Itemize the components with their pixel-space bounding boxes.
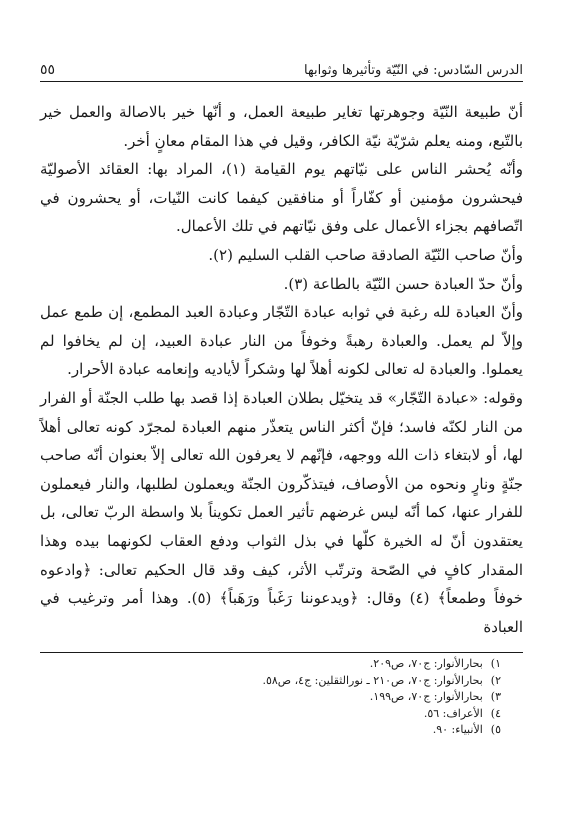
footnotes — [40, 656, 523, 739]
footnote-marker: ٣) — [490, 690, 501, 703]
footnote — [40, 689, 505, 706]
footnote — [40, 673, 505, 690]
footnote-marker: ١) — [490, 657, 501, 670]
footnote-marker: ٥) — [490, 723, 501, 736]
footnote-text: بحارالأنوار: ج٧٠، ص١٩٩. — [369, 690, 483, 703]
footnote-text: الأعراف: ٥٦. — [423, 706, 483, 720]
paragraph: وأنّ حدّ العبادة حسن النّيّة بالطاعة (٣). — [283, 274, 523, 293]
page-number: ٥٥ — [40, 62, 56, 78]
footnote-marker: ٤) — [490, 706, 501, 720]
paragraph: وأنّ العبادة لله رغبة في ثوابه عبادة التّجّار وعبادة العبد المطمع، إن طمع عمل وإلاّ لم يعمل. والعبادة رهبةً وخوفاً من النار عبادة العبيد، إن لم يخافوا لم يعملوا. والعبادة له تعالى لكونه أهلاً لها وشكراً لأياديه وإنعامه عبادة الأحرار. — [40, 303, 523, 379]
footnote-text: بحارالأنوار: ج٧٠، ص٢٠٩. — [369, 657, 483, 670]
footnote — [40, 656, 505, 673]
footnote — [40, 706, 505, 723]
footnote-marker: ٢) — [490, 673, 501, 687]
footnote-text: الأنبياء: ٩٠. — [432, 723, 483, 736]
running-header — [40, 52, 523, 82]
footnote — [40, 722, 505, 739]
main-text — [40, 98, 523, 641]
paragraph: وأنّه يُحشر الناس على نيّاتهم يوم القيامة (١)، المراد بها: العقائد الأصوليّة فيحشرون مؤمنين أو كفّاراً أو منافقين كيفما كانت النّيات، أو يحشرون في اتّصافهم بجزاء الأعمال على وفق نيّاتهم في تلك الأعمال. — [40, 160, 523, 236]
paragraph: وقوله: «عبادة التّجّار» قد يتخيّل بطلان العبادة إذا قصد بها طلب الجنّة أو الفرار من النار لكنّه فاسد؛ فإنّ أكثر الناس يتعذّر منهم العبادة لمجرّد كونه تعالى أهلاً لها، أو لابتغاء ذات الله ووجهه، فإنّهم لا يعرفون الله تعالى إلاّ بعنوان أنّه صاحب جنّةٍ ونارٍ ونحوه من الأوصاف، فيتذكّرون الجنّة ويعملون لطلبها، والنار فيعملون للفرار عنها، كما أنّه ليس غرضهم تأثير العمل تكويناً بلا واسطة الربّ تعالى، بل يعتقدون أنّ له الخيرة كلّها في بذل الثواب ودفع العقاب لكونهما بيده وهذا المقدار كافٍ في الصّحة وترتّب الأثر، كيف وقد قال الحكيم تعالى: ﴿وادعوه خوفاً وطمعاً﴾ (٤) وقال: ﴿ويدعوننا رَغَباً ورَهَباً﴾ (٥). وهذا أمر وترغيب في العبادة — [40, 388, 523, 636]
footnote-separator — [40, 652, 523, 653]
paragraph: أنّ طبيعة النّيّة وجوهرتها تغاير طبيعة العمل، و أنّها خير بالاصالة والعمل خير بالتّبع، ومنه يعلم شرّيّة نيّة الكافر، وقيل في هذا المقام معانٍ أخر. — [40, 103, 523, 150]
running-title: الدرس السّادس: في النّيّة وتأثيرها وثوابها — [304, 63, 523, 78]
paragraph: وأنّ صاحب النّيّة الصادقة صاحب القلب السليم (٢). — [208, 245, 523, 264]
footnote-text: بحارالأنوار: ج٧٠، ص٢١٠ ـ نورالثقلين: ج٤، ص٥٨. — [262, 673, 483, 687]
